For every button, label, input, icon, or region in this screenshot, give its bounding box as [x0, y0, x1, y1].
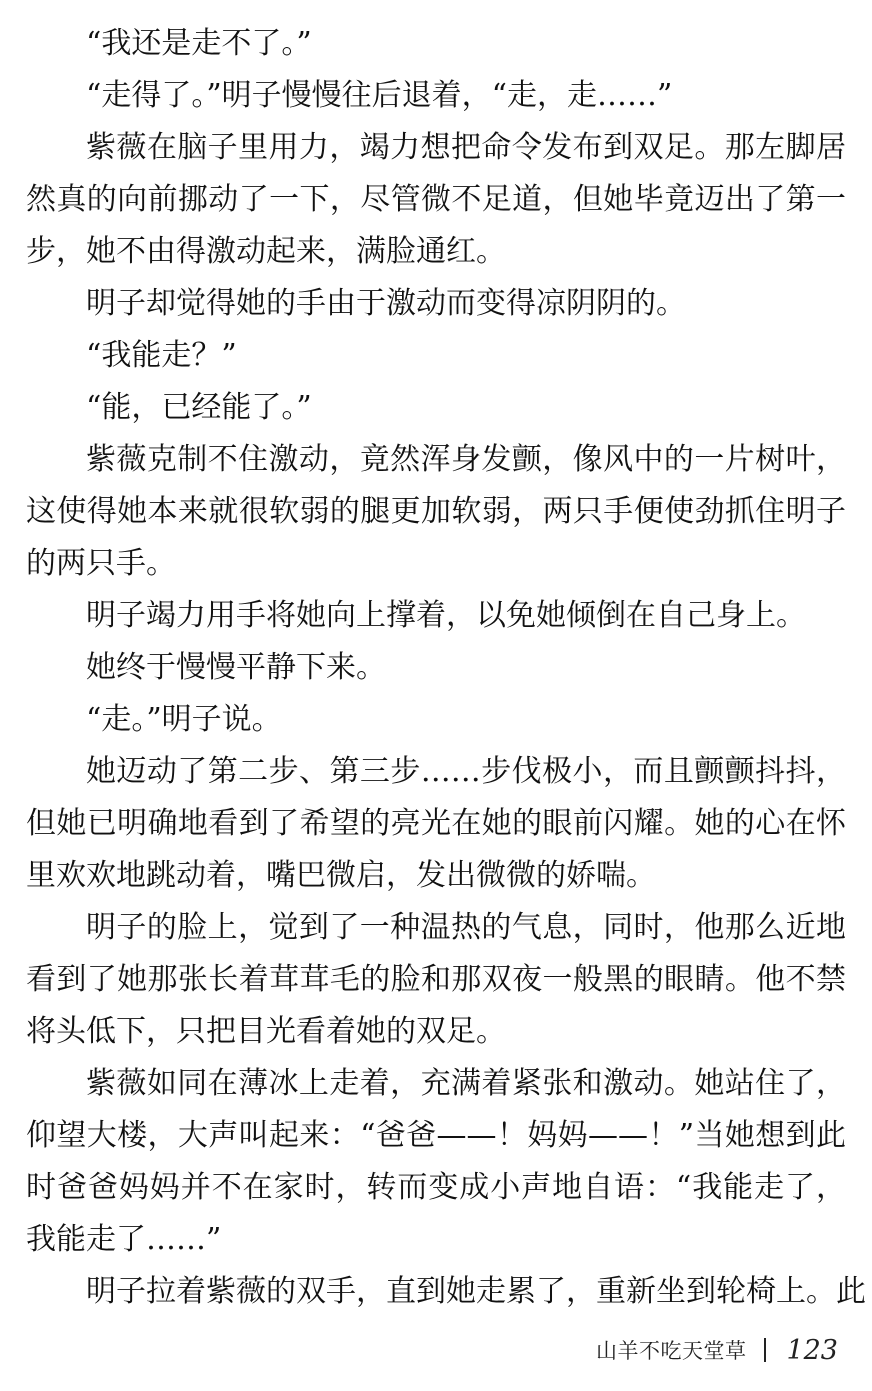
paragraph: 她迈动了第二步、第三步……步伐极小，而且颤颤抖抖，但她已明确地看到了希望的亮光在她的眼前闪耀。她的心在怀里欢欢地跳动着，嘴巴微启，发出微微的娇喘。: [26, 754, 846, 893]
body-text: [26, 18, 866, 1318]
paragraph: 明子却觉得她的手由于激动而变得凉阴阴的。: [86, 286, 686, 321]
paragraph: 明子的脸上，觉到了一种温热的气息，同时，他那么近地看到了她那张长着茸茸毛的脸和那双夜一般黑的眼睛。他不禁将头低下，只把目光看着她的双足。: [26, 910, 846, 1049]
paragraph: “能，已经能了。”: [86, 390, 312, 425]
paragraph: 紫薇如同在薄冰上走着，充满着紧张和激动。她站住了，仰望大楼，大声叫起来：“爸爸——！妈妈——！”当她想到此时爸爸妈妈并不在家时，转而变成小声地自语：“我能走了，我能走了……”: [26, 1066, 846, 1257]
page-number: 123: [786, 1334, 838, 1366]
book-title: 山羊不吃天堂草: [595, 1339, 747, 1363]
paragraph: “走得了。”明子慢慢往后退着，“走，走……”: [86, 78, 673, 113]
paragraph: “我还是走不了。”: [86, 26, 312, 61]
paragraph: 紫薇克制不住激动，竟然浑身发颤，像风中的一片树叶，这使得她本来就很软弱的腿更加软弱，两只手便使劲抓住明子的两只手。: [26, 442, 846, 581]
paragraph: 紫薇在脑子里用力，竭力想把命令发布到双足。那左脚居然真的向前挪动了一下，尽管微不足道，但她毕竟迈出了第一步，她不由得激动起来，满脸通红。: [26, 130, 846, 269]
paragraph: “走。”明子说。: [86, 702, 282, 737]
page-footer: [596, 1330, 838, 1370]
paragraph: 明子竭力用手将她向上撑着，以免她倾倒在自己身上。: [86, 598, 806, 633]
footer-divider: [764, 1338, 766, 1362]
paragraph: 明子拉着紫薇的双手，直到她走累了，重新坐到轮椅上。此: [86, 1274, 866, 1309]
paragraph: “我能走？”: [86, 338, 237, 373]
paragraph: 她终于慢慢平静下来。: [86, 650, 386, 685]
